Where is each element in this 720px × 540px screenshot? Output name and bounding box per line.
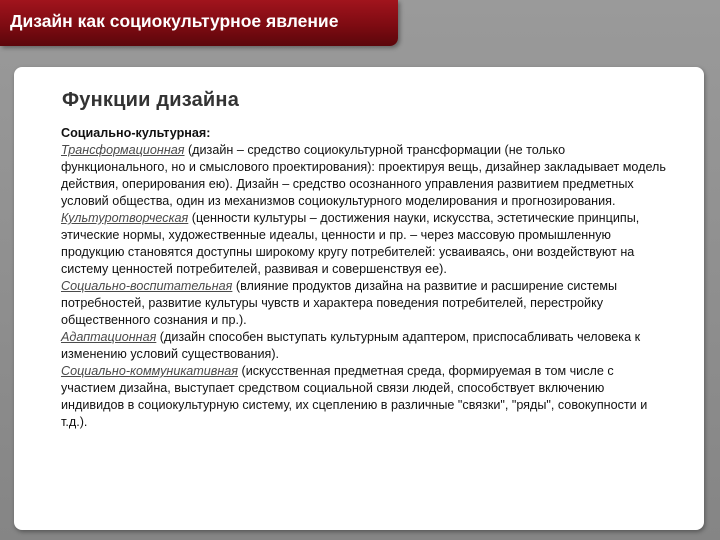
- function-item-social-educational: [61, 278, 669, 329]
- function-item-social-communicative: [61, 363, 669, 431]
- function-item-adaptive: [61, 329, 669, 363]
- function-description: (ценности культуры – достижения науки, искусства, эстетические принципы, этические нормы, художественные идеалы, ценности и пр. – через массовую промышленную продукцию становятся доступны широкому кругу потребителей: усваиваясь, они воздействуют на систему ценностей потребителей, развивая и совершенствуя ее).: [61, 211, 640, 276]
- panel-title: Функции дизайна: [62, 89, 240, 111]
- function-description: (дизайн способен выступать культурным адаптером, приспосабливать человека к изменению условий существования).: [61, 330, 641, 361]
- header-bar: [0, 0, 398, 46]
- content-panel: [14, 67, 704, 530]
- function-term: Культуротворческая: [61, 211, 189, 225]
- panel-body: [61, 125, 669, 431]
- function-description: (дизайн – средство социокультурной трансформации (не только функционального, но и смыслового проектирования): проектируя вещь, дизайнер закладывает модель действия, оперирования ею). Дизайн – средство осознанного управления развитием предметных условий общества, один из механизмов социокультурного моделирования и прогнозирования.: [61, 143, 666, 208]
- subheading: Социально-культурная:: [61, 126, 211, 140]
- function-item-transformational: [61, 142, 669, 210]
- function-term: Адаптационная: [61, 330, 157, 344]
- function-item-culture-creative: [61, 210, 669, 278]
- function-description: (влияние продуктов дизайна на развитие и расширение системы потребностей, развитие культуры чувств и характера поведения потребителей, перестройку общественного сознания и пр.).: [61, 279, 618, 327]
- function-term: Социально-коммуникативная: [61, 364, 239, 378]
- slide-title: Дизайн как социокультурное явление: [10, 11, 339, 31]
- function-term: Трансформационная: [61, 143, 185, 157]
- function-description: (искусственная предметная среда, формируемая в том числе с участием дизайна, выступает средством социальной связи людей, способствует включению индивидов в социокультурную систему, их сцеплению в различные "связки", "ряды", совокупности и т.д.).: [61, 364, 648, 429]
- function-term: Социально-воспитательная: [61, 279, 233, 293]
